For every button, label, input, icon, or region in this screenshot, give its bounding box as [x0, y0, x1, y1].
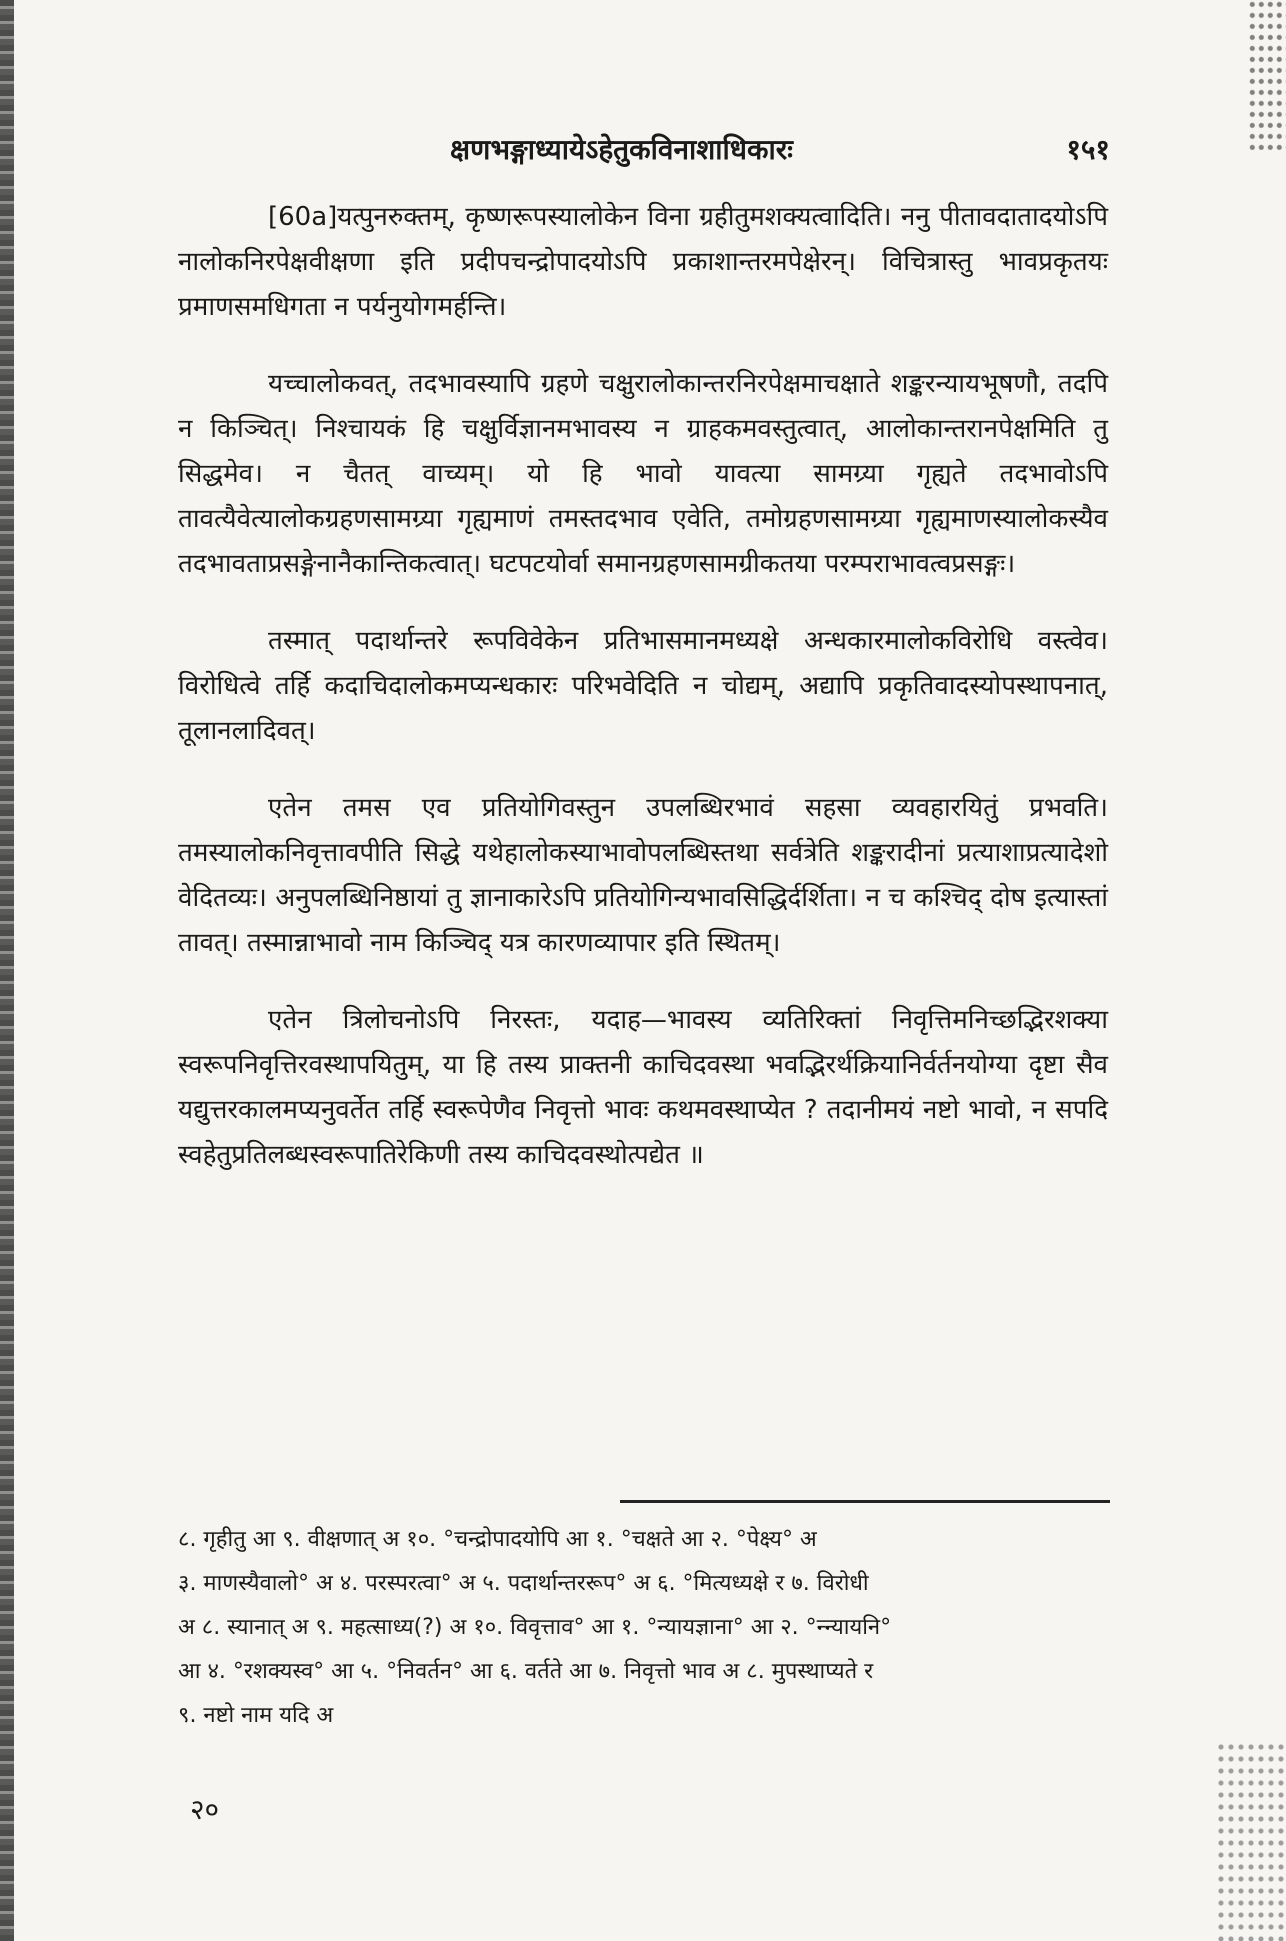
signature-mark: २०: [190, 1793, 220, 1826]
running-head: [170, 130, 1110, 180]
footnote-line-1: ८. गृहीतु आ ९. वीक्षणात् अ १०. °चन्द्रोपादयोपि आ १. °चक्षते आ २. °पेक्ष्य° अ: [178, 1527, 817, 1552]
paragraph-4: एतेन तमस एव प्रतियोगिवस्तुन उपलब्धिरभावं सहसा व्यवहारयितुं प्रभवति। तमस्यालोकनिवृत्तावपीति सिद्धे यथेहालोकस्याभावोपलब्धिस्तथा सर्वत्रेति शङ्करादीनां प्रत्याशाप्रत्यादेशो वेदितव्यः। अनुपलब्धिनिष्ठायां तु ज्ञानाकारेऽपि प्रतियोगिन्यभावसिद्धिर्दर्शिता। न च कश्चिद् दोष इत्यास्तां तावत्। तस्मान्नाभावो नाम किञ्चिद् यत्र कारणव्यापार इति स्थितम्।: [178, 793, 1108, 958]
footnote-line-4: आ ४. °रशक्यस्व° आ ५. °निवर्तन° आ ६. वर्तते आ ७. निवृत्तो भाव अ ८. मुपस्थाप्यते र: [178, 1659, 874, 1684]
footnote-line-2: ३. माणस्यैवालो° अ ४. परस्परत्वा° अ ५. पदार्थान्तररूप° अ ६. °मित्यध्यक्षे र ७. विरोधी: [178, 1571, 869, 1596]
footnotes: [178, 1518, 1108, 1738]
scan-edge-right-bottom: [1216, 1741, 1286, 1941]
footnote-line-3: अ ८. स्यानात् अ ९. महत्साध्य(?) अ १०. विवृत्ताव° आ १. °न्यायज्ञाना° आ २. °न्न्यायनि°: [178, 1615, 892, 1640]
running-head-title: क्षणभङ्गाध्यायेऽहेतुकविनाशाधिकारः: [450, 133, 793, 166]
scan-edge-left: [0, 0, 14, 1941]
main-text: [178, 195, 1108, 1210]
footnote-rule: [620, 1500, 1110, 1503]
paragraph-1: [60a]यत्पुनरुक्तम्, कृष्णरूपस्यालोकेन विना ग्रहीतुमशक्यत्वादिति। ननु पीतावदातादयोऽपि नालोकनिरपेक्षवीक्षणा इति प्रदीपचन्द्रोपादयोऽपि प्रकाशान्तरमपेक्षेरन्। विचित्रास्तु भावप्रकृतयः प्रमाणसमधिगता न पर्यनुयोगमर्हन्ति।: [178, 202, 1108, 322]
scan-edge-right: [1246, 0, 1286, 150]
page-number: १५१: [1066, 133, 1110, 166]
paragraph-5: एतेन त्रिलोचनोऽपि निरस्तः, यदाह—भावस्य व्यतिरिक्तां निवृत्तिमनिच्छद्भिरशक्या स्वरूपनिवृत्तिरवस्थापयितुम्, या हि तस्य प्राक्तनी काचिदवस्था भवद्भिरर्थक्रियानिर्वर्तनयोग्या दृष्टा सैव यद्युत्तरकालमप्यनुवर्तेत तर्हि स्वरूपेणैव निवृत्तो भावः कथमवस्थाप्येत ? तदानीमयं नष्टो भावो, न सपदि स्वहेतुप्रतिलब्धस्वरूपातिरेकिणी तस्य काचिदवस्थोत्पद्येत ॥: [178, 1005, 1108, 1170]
paragraph-2: यच्चालोकवत्, तदभावस्यापि ग्रहणे चक्षुरालोकान्तरनिरपेक्षमाचक्षाते शङ्करन्यायभूषणौ, तदपि न किञ्चित्। निश्चायकं हि चक्षुर्विज्ञानमभावस्य न ग्राहकमवस्तुत्वात्, आलोकान्तरानपेक्षमिति तु सिद्धमेव। न चैतत् वाच्यम्। यो हि भावो यावत्या सामग्र्या गृह्यते तदभावोऽपि तावत्यैवेत्यालोकग्रहणसामग्र्या गृह्यमाणं तमस्तदभाव एवेति, तमोग्रहणसामग्र्या गृह्यमाणस्यालोकस्यैव तदभावताप्रसङ्गेनानैकान्तिकत्वात्। घटपटयोर्वा समानग्रहणसामग्रीकतया परम्पराभावत्वप्रसङ्गः।: [178, 369, 1108, 579]
footnote-line-5: ९. नष्टो नाम यदि अ: [178, 1703, 334, 1728]
paragraph-3: तस्मात् पदार्थान्तरे रूपविवेकेन प्रतिभासमानमध्यक्षे अन्धकारमालोकविरोधि वस्त्वेव। विरोधित्वे तर्हि कदाचिदालोकमप्यन्धकारः परिभवेदिति न चोद्यम्, अद्यापि प्रकृतिवादस्योपस्थापनात्, तूलानलादिवत्।: [178, 626, 1108, 746]
